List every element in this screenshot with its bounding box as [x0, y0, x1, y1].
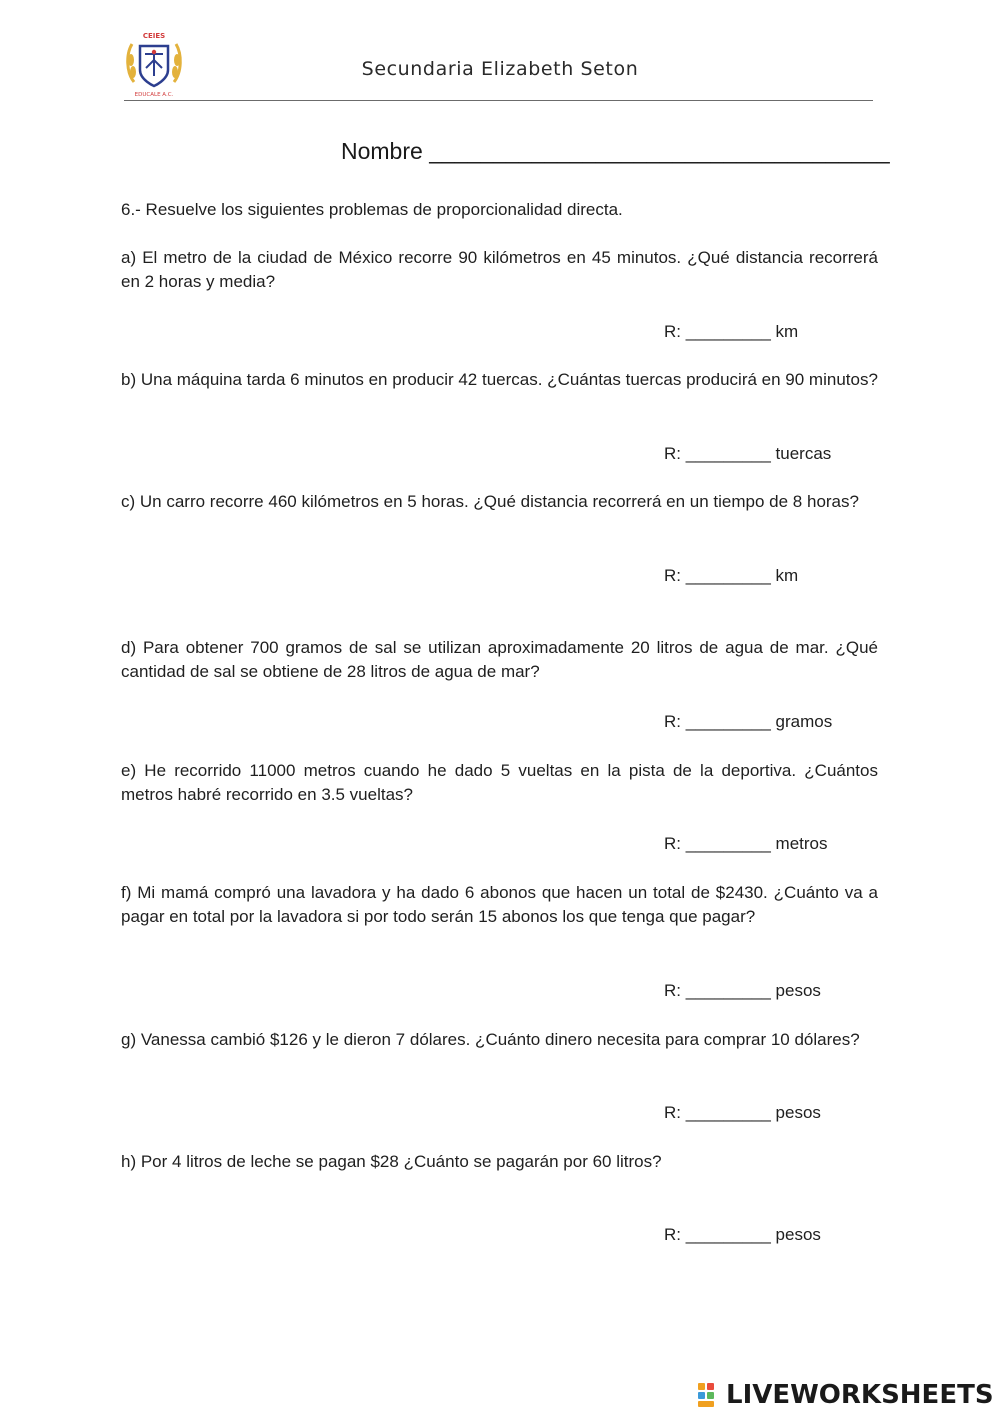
problem-c-text: c) Un carro recorre 460 kilómetros en 5 horas. ¿Qué distancia recorrerá en un tiempo de 8 horas? — [121, 492, 859, 511]
brand-square-1 — [698, 1383, 705, 1390]
liveworksheets-wordmark: LIVEWORKSHEETS — [726, 1380, 994, 1410]
answer-a-field[interactable]: R: _________ km — [664, 322, 799, 341]
answer-h-field[interactable]: R: _________ pesos — [664, 1225, 821, 1244]
brand-square-4 — [707, 1392, 714, 1399]
problem-d-text: d) Para obtener 700 gramos de sal se utilizan aproximadamente 20 litros de agua de mar. ¿Qué cantidad de sal se obtiene de 28 litros de agua de mar? — [121, 638, 878, 681]
answer-f-field[interactable]: R: _________ pesos — [664, 981, 821, 1000]
answer-b-field[interactable]: R: _________ tuercas — [664, 444, 832, 463]
answer-d-field[interactable]: R: _________ gramos — [664, 712, 833, 731]
problem-f-text: f) Mi mamá compró una lavadora y ha dado 6 abonos que hacen un total de $2430. ¿Cuánto va a pagar en total por la lavadora si por todo serán 15 abonos los que tenga que pagar? — [121, 883, 878, 926]
brand-square-3 — [698, 1392, 705, 1399]
problem-a-text: a) El metro de la ciudad de México recorre 90 kilómetros en 45 minutos. ¿Qué distancia recorrerá en 2 horas y media? — [121, 248, 878, 291]
brand-bar — [698, 1401, 714, 1407]
liveworksheets-logo-icon — [697, 1381, 723, 1409]
problem-g-text: g) Vanessa cambió $126 y le dieron 7 dólares. ¿Cuánto dinero necesita para comprar 10 dólares? — [121, 1030, 860, 1049]
name-field[interactable]: Nombre ____________________________________ — [341, 138, 890, 164]
problem-e-text: e) He recorrido 11000 metros cuando he dado 5 vueltas en la pista de la deportiva. ¿Cuántos metros habré recorrido en 3.5 vueltas? — [121, 761, 878, 804]
liveworksheets-brand — [697, 1378, 994, 1412]
logo-text-top: CEIES — [142, 32, 166, 40]
answer-c-field[interactable]: R: _________ km — [664, 566, 799, 585]
brand-square-2 — [707, 1383, 714, 1390]
school-name: Secundaria Elizabeth Seton — [361, 58, 639, 80]
header-divider — [124, 100, 873, 101]
answer-g-field[interactable]: R: _________ pesos — [664, 1103, 821, 1122]
logo-text-bottom: EDUCALE A.C. — [134, 92, 174, 98]
answer-e-field[interactable]: R: _________ metros — [664, 834, 828, 853]
instruction-text: 6.- Resuelve los siguientes problemas de proporcionalidad directa. — [121, 200, 623, 219]
problem-h-text: h) Por 4 litros de leche se pagan $28 ¿Cuánto se pagarán por 60 litros? — [121, 1152, 662, 1171]
problem-b-text: b) Una máquina tarda 6 minutos en producir 42 tuercas. ¿Cuántas tuercas producirá en 90 minutos? — [121, 370, 878, 389]
